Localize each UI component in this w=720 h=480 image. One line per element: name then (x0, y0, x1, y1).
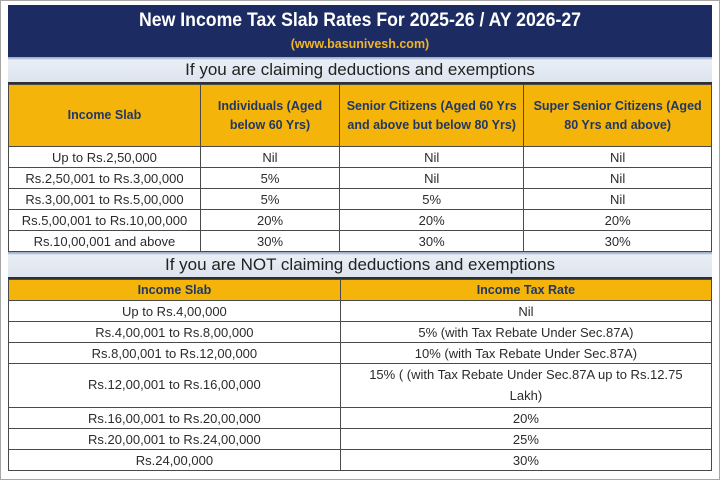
table-cell: 30% (524, 231, 712, 252)
table-cell: Up to Rs.2,50,000 (9, 147, 201, 168)
table-cell (340, 364, 711, 408)
table-row (9, 364, 712, 408)
table-cell: Rs.5,00,001 to Rs.10,00,000 (9, 210, 201, 231)
table-row (9, 168, 712, 189)
table-cell: Rs.2,50,001 to Rs.3,00,000 (9, 168, 201, 189)
column-header-income-tax-rate: Income Tax Rate (340, 280, 711, 301)
table-row (9, 408, 712, 429)
table-row (9, 343, 712, 364)
table-cell-text: 15% ( (with Tax Rebate Under Sec.87A up to Rs.12.75 Lakh) (369, 366, 683, 403)
table-cell: Rs.3,00,001 to Rs.5,00,000 (9, 189, 201, 210)
table-cell: Nil (200, 147, 339, 168)
table-cell: 30% (340, 450, 711, 471)
section-heading-text: If you are claiming deductions and exemptions (185, 60, 535, 79)
table-cell: Nil (524, 168, 712, 189)
table-cell: Rs.8,00,001 to Rs.12,00,000 (9, 343, 341, 364)
table-cell: 30% (340, 231, 524, 252)
table-cell: Rs.4,00,001 to Rs.8,00,000 (9, 322, 341, 343)
table-cell: Rs.20,00,001 to Rs.24,00,000 (9, 429, 341, 450)
table-row (9, 231, 712, 252)
column-header-income-slab: Income Slab (9, 85, 201, 147)
table-row (9, 322, 712, 343)
table-cell: 20% (340, 210, 524, 231)
table-cell: Rs.10,00,001 and above (9, 231, 201, 252)
table-cell: 30% (200, 231, 339, 252)
table-cell: Up to Rs.4,00,000 (9, 301, 341, 322)
table-cell: 5% (340, 189, 524, 210)
table-row (9, 450, 712, 471)
table-cell: Nil (524, 189, 712, 210)
table-cell: 5% (200, 168, 339, 189)
page-title: New Income Tax Slab Rates For 2025-26 / AY 2026-27 (139, 10, 581, 31)
section-heading-claiming (8, 57, 712, 84)
table-cell: 10% (with Tax Rebate Under Sec.87A) (340, 343, 711, 364)
table-cell: 20% (524, 210, 712, 231)
table-cell: Rs.24,00,000 (9, 450, 341, 471)
table-row (9, 301, 712, 322)
table-cell: 20% (200, 210, 339, 231)
section-heading-text: If you are NOT claiming deductions and exemptions (165, 255, 555, 274)
table-cell: 5% (with Tax Rebate Under Sec.87A) (340, 322, 711, 343)
table-cell: 5% (200, 189, 339, 210)
website-url: (www.basunivesh.com) (290, 37, 430, 51)
column-header-individuals: Individuals (Aged below 60 Yrs) (200, 85, 339, 147)
table-row (9, 210, 712, 231)
table-row (9, 429, 712, 450)
table-cell: Nil (340, 301, 711, 322)
column-header-senior-citizens: Senior Citizens (Aged 60 Yrs and above but below 80 Yrs) (340, 85, 524, 147)
column-header-super-senior-citizens: Super Senior Citizens (Aged 80 Yrs and above) (524, 85, 712, 147)
section-heading-not-claiming (8, 252, 712, 279)
table-cell: Rs.16,00,001 to Rs.20,00,000 (9, 408, 341, 429)
table-cell: Nil (340, 147, 524, 168)
new-regime-table (8, 279, 712, 471)
table-cell: Nil (524, 147, 712, 168)
column-header-income-slab: Income Slab (9, 280, 341, 301)
table-row (9, 189, 712, 210)
table-row (9, 147, 712, 168)
old-regime-table (8, 84, 712, 252)
table-header-row (9, 85, 712, 147)
table-cell: Rs.12,00,001 to Rs.16,00,000 (9, 364, 341, 408)
title-band (8, 5, 712, 57)
table-cell: 20% (340, 408, 711, 429)
table-header-row (9, 280, 712, 301)
table-cell: Nil (340, 168, 524, 189)
table-cell: 25% (340, 429, 711, 450)
